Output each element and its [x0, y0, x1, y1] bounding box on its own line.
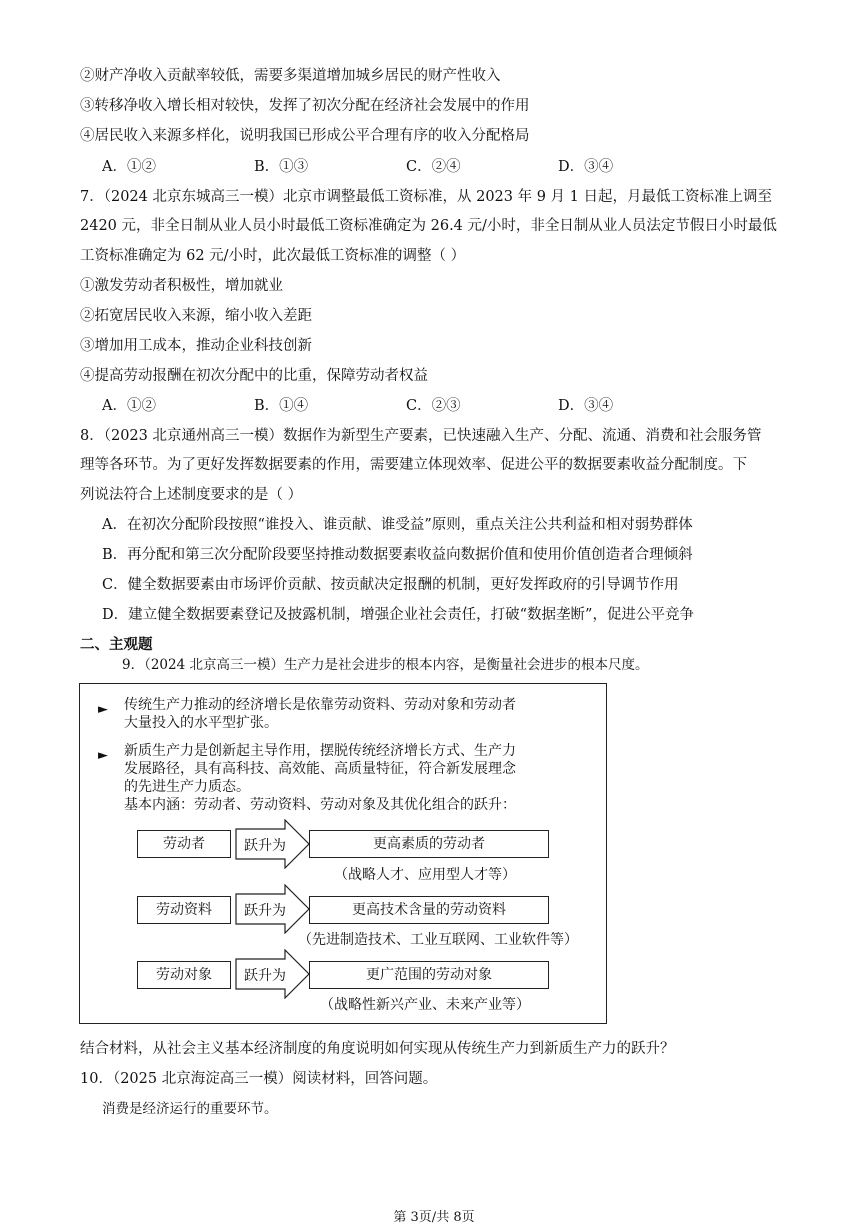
option-a[interactable]: A．①② [102, 398, 156, 414]
bullet-text: 的先进生产力质态。 [124, 779, 250, 795]
option-a[interactable]: A．①② [102, 159, 156, 175]
basic-meaning: 基本内涵：劳动者、劳动资料、劳动对象及其优化组合的跃升： [124, 797, 516, 813]
note: （先进制造技术、工业互联网、工业软件等） [298, 932, 578, 948]
play-icon: ► [98, 702, 108, 717]
section-heading: 二、主观题 [80, 637, 153, 653]
text-line: ③转移净收入增长相对较快，发挥了初次分配在经济社会发展中的作用 [80, 98, 530, 114]
q8-option-c[interactable]: C．健全数据要素由市场评价贡献、按贡献决定报酬的机制，更好发挥政府的引导调节作用 [102, 577, 679, 593]
q9-intro: 9．（2024 北京高三一模）生产力是社会进步的根本内容，是衡量社会进步的根本尺度。 [122, 657, 649, 673]
q8-stem: 8．（2023 北京通州高三一模）数据作为新型生产要素，已快速融入生产、分配、流通、消费和社会服务管 [80, 428, 762, 444]
left-box: 劳动对象 [137, 961, 231, 989]
q8-option-d[interactable]: D．建立健全数据要素登记及披露机制，增强企业社会责任，打破“数据垄断”，促进公平竞争 [102, 607, 694, 623]
option-b[interactable]: B．①③ [254, 159, 309, 175]
option-d[interactable]: D．③④ [558, 159, 614, 175]
note: （战略性新兴产业、未来产业等） [320, 997, 530, 1013]
q7-item: ③增加用工成本，推动企业科技创新 [80, 338, 312, 354]
q7-stem: 工资标准确定为 62 元/小时，此次最低工资标准的调整（ ） [80, 248, 466, 264]
q9-question: 结合材料，从社会主义基本经济制度的角度说明如何实现从传统生产力到新质生产力的跃升？ [80, 1041, 675, 1057]
q8-stem: 列说法符合上述制度要求的是（ ） [80, 487, 303, 503]
q7-stem: 2420 元，非全日制从业人员小时最低工资标准确定为 26.4 元/小时，非全日制从业人员法定节假日小时最低 [80, 218, 777, 234]
option-b[interactable]: B．①④ [254, 398, 309, 414]
q7-item: ②拓宽居民收入来源，缩小收入差距 [80, 308, 312, 324]
q7-options [102, 396, 613, 416]
q10-intro: 10．（2025 北京海淀高三一模）阅读材料，回答问题。 [80, 1071, 438, 1087]
bullet-text: 传统生产力推动的经济增长是依靠劳动资料、劳动对象和劳动者 [124, 697, 516, 713]
right-box: 更高技术含量的劳动资料 [309, 896, 549, 924]
bullet-text: 发展路径，具有高科技、高效能、高质量特征，符合新发展理念 [124, 761, 516, 777]
arrow-label: 跃升为 [244, 838, 286, 854]
right-box: 更高素质的劳动者 [309, 830, 549, 858]
q8-option-a[interactable]: A．在初次分配阶段按照“谁投入、谁贡献、谁受益”原则，重点关注公共利益和相对弱势群体 [102, 517, 693, 533]
q8-stem: 理等各环节。为了更好发挥数据要素的作用，需要建立体现效率、促进公平的数据要素收益分配制度。下 [80, 457, 747, 473]
option-c[interactable]: C．②④ [406, 159, 461, 175]
option-c[interactable]: C．②③ [406, 398, 461, 414]
play-icon: ► [98, 748, 108, 763]
q7-stem: 7．（2024 北京东城高三一模）北京市调整最低工资标准，从 2023 年 9 月 1 日起，月最低工资标准上调至 [80, 189, 772, 205]
note: （战略人才、应用型人才等） [334, 867, 516, 883]
arrow-label: 跃升为 [244, 968, 286, 984]
text-line: ②财产净收入贡献率较低，需要多渠道增加城乡居民的财产性收入 [80, 68, 501, 84]
bullet-text: 新质生产力是创新起主导作用，摆脱传统经济增长方式、生产力 [124, 743, 516, 759]
q10-material: 消费是经济运行的重要环节。 [102, 1101, 278, 1117]
q7-item: ①激发劳动者积极性，增加就业 [80, 278, 283, 294]
option-d[interactable]: D．③④ [558, 398, 614, 414]
left-box: 劳动者 [137, 830, 231, 858]
page-footer: 第 3页/共 8页 [393, 1210, 475, 1225]
text-line: ④居民收入来源多样化，说明我国已形成公平合理有序的收入分配格局 [80, 128, 530, 144]
q8-option-b[interactable]: B．再分配和第三次分配阶段要坚持推动数据要素收益向数据价值和使用价值创造者合理倾斜 [102, 547, 693, 563]
q7-item: ④提高劳动报酬在初次分配中的比重，保障劳动者权益 [80, 368, 428, 384]
left-box: 劳动资料 [137, 896, 231, 924]
q6-options [102, 157, 613, 177]
material-box [79, 683, 607, 1024]
right-box: 更广范围的劳动对象 [309, 961, 549, 989]
bullet-text: 大量投入的水平型扩张。 [124, 715, 278, 731]
arrow-label: 跃升为 [244, 903, 286, 919]
